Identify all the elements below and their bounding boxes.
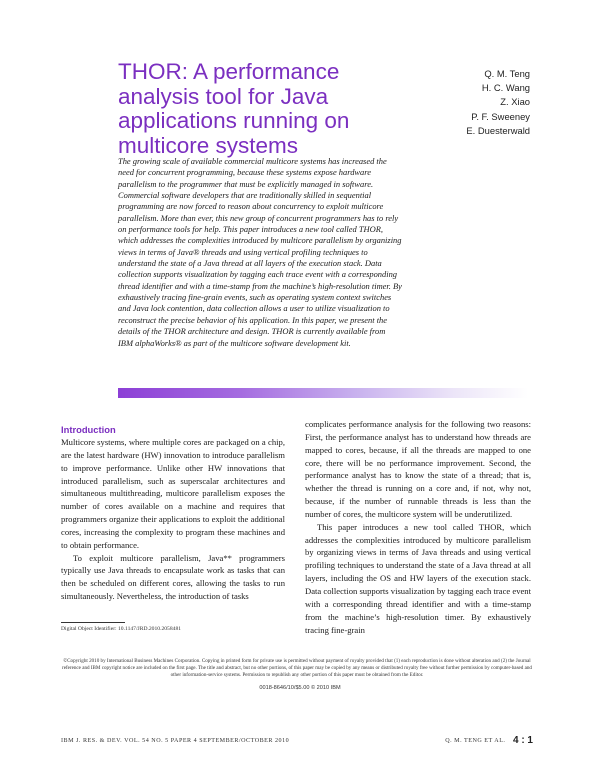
footnote-rule bbox=[61, 622, 125, 623]
author-name: Q. M. Teng bbox=[484, 68, 530, 79]
author-name: P. F. Sweeney bbox=[471, 110, 530, 122]
body-paragraph: complicates performance analysis for the following two reasons: First, the performance analyst has to understand how threads are mapped to cores, because, if all the threads are mapped to one core, there will be no performance improvement. Second, the performance analyst has to know the state of a thread; that is, whether the thread is running on a core and, if not, why not, because, if the number of runnable threads is less than the number of cores, the multicore system will be underutilized. bbox=[305, 419, 531, 519]
author-name: H. C. Wang bbox=[481, 82, 530, 94]
author-list bbox=[466, 67, 530, 138]
author-name: Z. Xiao bbox=[500, 96, 530, 108]
journal-citation: IBM J. RES. & DEV. VOL. 54 NO. 5 PAPER 4 SEPTEMBER/OCTOBER 2010 bbox=[61, 738, 290, 744]
publication-code: 0018-8646/10/$5.00 © 2010 IBM bbox=[259, 685, 341, 691]
gradient-divider-bar bbox=[118, 388, 528, 398]
body-paragraph: To exploit multicore parallelism, Java** programmers typically use Java threads to encapsulate work as tasks that can then be scheduled on different cores, allowing the tasks to run simultaneously. Nevertheless, the introduction of tasks bbox=[61, 552, 285, 602]
author-name: E. Duesterwald bbox=[466, 124, 530, 136]
body-paragraph: This paper introduces a new tool called THOR, which addresses the complexities introduced by multicore parallelism by organizing views in terms of Java threads and using vertical profiling techniques to understand the state of a Java thread at all layers, including the OS and HW layers of the execution stack. Data collection supports visualization by tagging each trace event with a corresponding thread identifier and with a time-stamp from the machine’s high-resolution timer. By exhaustively tracing fine-grain bbox=[305, 521, 531, 635]
running-author: Q. M. TENG ET AL. bbox=[445, 737, 506, 744]
page-footer bbox=[61, 735, 533, 749]
body-paragraph: Multicore systems, where multiple cores are packaged on a chip, are the latest hardware (HW) innovation to introduce parallelism to improve performance. Unlike other HW innovations that introduced parallelism, such as superscalar architectures and simultaneous multithreading, multicore parallelism exposes the number of cores available on a machine and requires that programmers organize their applications to exploit the additional cores, increasing the complexity to program these machines and to obtain performance. bbox=[61, 437, 285, 550]
body-column-right bbox=[305, 418, 531, 636]
page-number: 4 : 1 bbox=[512, 735, 533, 746]
footer-right bbox=[445, 735, 533, 746]
copyright-notice: ©Copyright 2010 by International Business Machines Corporation. Copying in printed form for private use is permitted without payment of royalty provided that (1) each reproduction is done without alteration and (2) the Journal reference and IBM copyright notice are included on the first page. The title and abstract, but no other portions, of this paper may be copied by any means or distributed royalty free without further permission by computer-based and other information-service systems. Permission to republish any other portion of this paper must be obtained from the Editor. bbox=[62, 658, 532, 679]
section-heading: Introduction bbox=[61, 424, 116, 435]
paper-title: THOR: A performance analysis tool for Java applications running on multicore systems bbox=[118, 59, 350, 158]
body-column-left bbox=[61, 436, 285, 603]
doi-footnote: Digital Object Identifier: 10.1147/JRD.2010.2058481 bbox=[61, 626, 182, 632]
abstract: The growing scale of available commercial multicore systems has increased the need for concurrent programming, because these systems expose hardware parallelism to the programmer that must be explicitly managed in software. Commercial software developers that are traditionally skilled in sequential programming are now forced to reason about concurrency to exploit multicore parallelism. More than ever, this new group of concurrent programmers has to rely on performance tools for help. This paper introduces a new tool called THOR, which addresses the complexities introduced by multicore parallelism by organizing views in terms of Java® threads and using vertical profiling techniques to understand the state of a Java thread at all layers of the execution stack. Data collection supports visualization by tagging each trace event with a corresponding thread identifier and with a time-stamp from the machine’s high-resolution timer. By exhaustively tracing fine-grain events, such as operating system context switches and Java lock contention, data collection allows a user to utilize visualization to reconstruct the precise behavior of his application. In this paper, we present the details of the THOR architecture and design. THOR is currently available from IBM alphaWorks® as part of the multicore software development kit. bbox=[118, 156, 402, 348]
